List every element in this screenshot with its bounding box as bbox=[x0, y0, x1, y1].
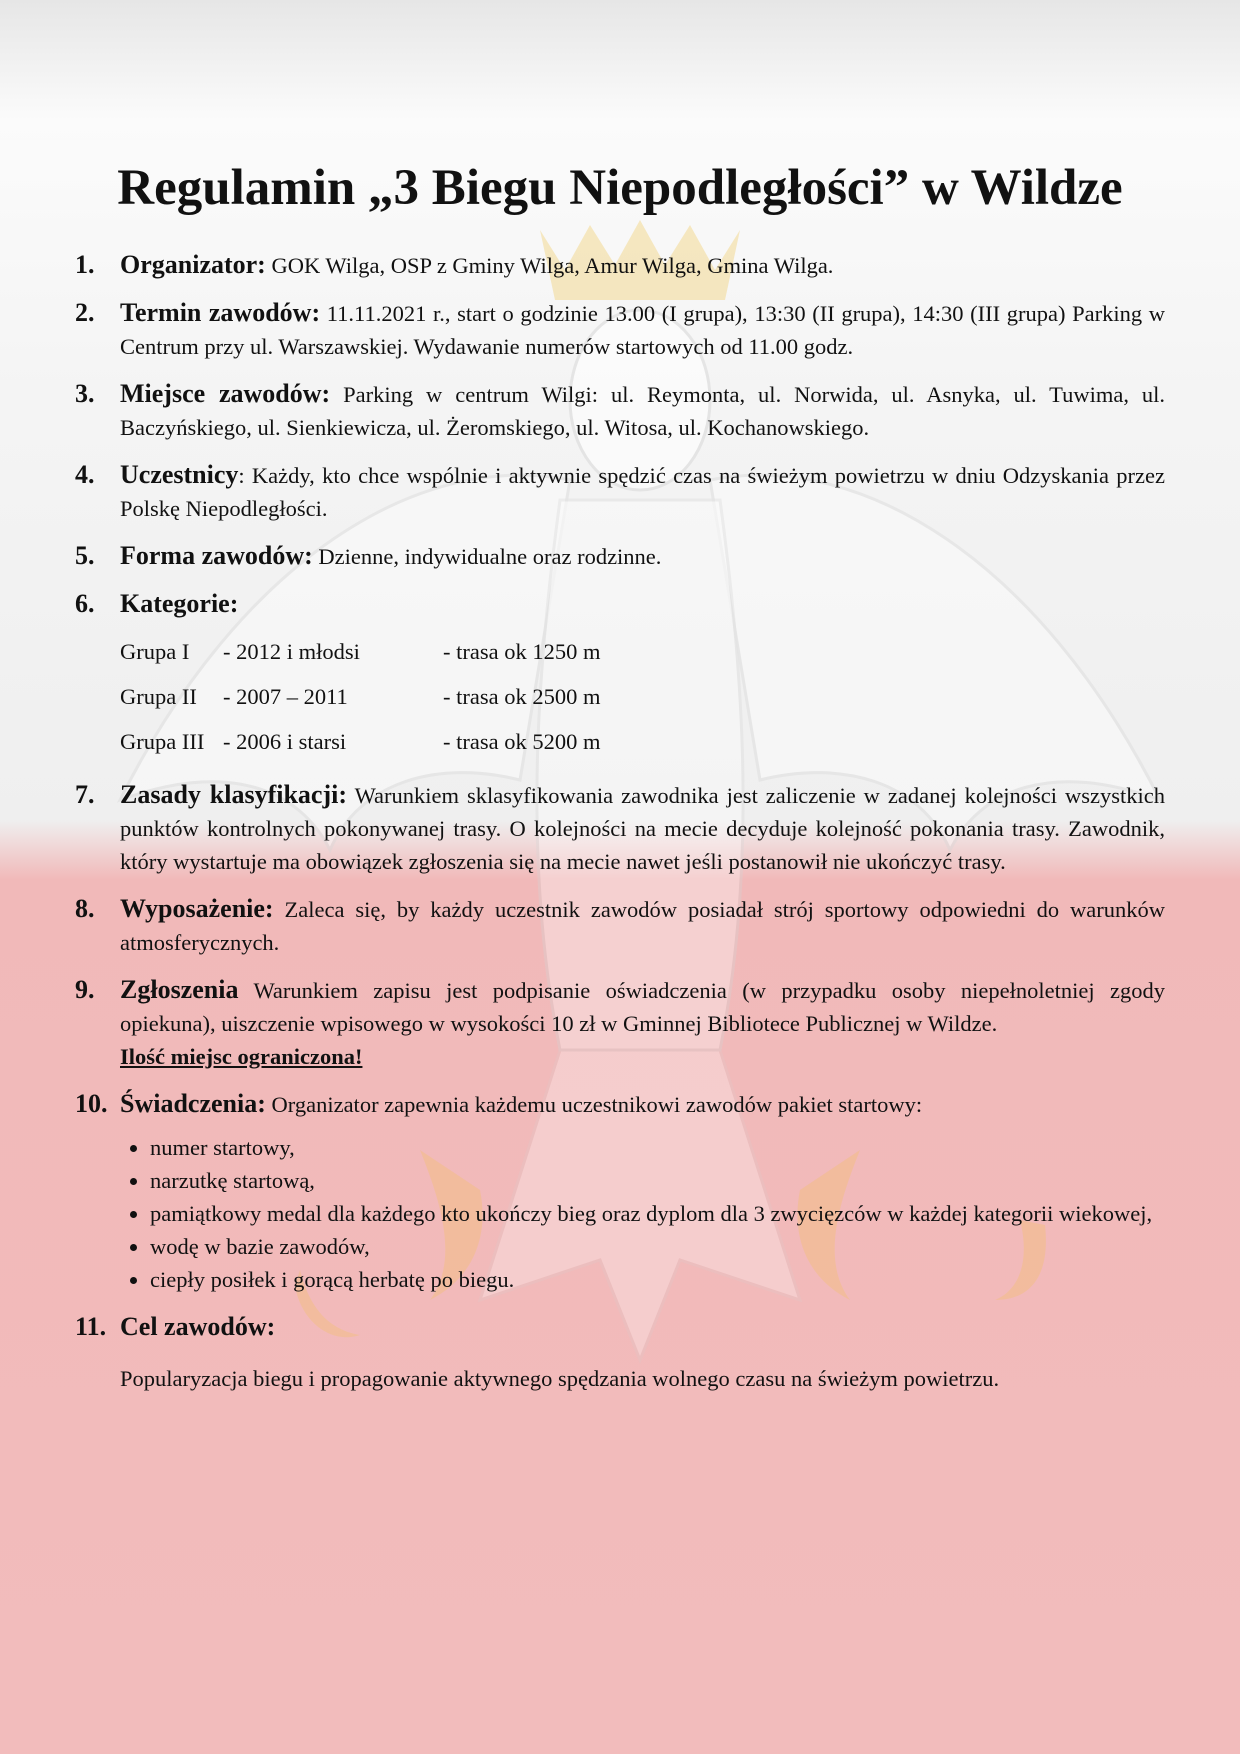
section-2 bbox=[75, 296, 1165, 363]
section-number: 1. bbox=[75, 250, 95, 279]
section-text: : Każdy, kto chce wspólnie i aktywnie spędzić czas na świeżym powietrzu w dniu Odzyskania przez Polskę Niepodległości. bbox=[120, 463, 1165, 521]
regulation-list bbox=[75, 248, 1165, 1409]
category-group: Grupa I bbox=[120, 639, 190, 664]
section-heading: Świadczenia: bbox=[120, 1089, 266, 1118]
category-years: - 2006 i starsi bbox=[223, 729, 347, 754]
section-number: 8. bbox=[75, 894, 95, 923]
section-heading: Organizator: bbox=[120, 250, 266, 279]
section-4 bbox=[75, 458, 1165, 525]
list-item: • pamiątkowy medal dla każdego kto ukończy bieg oraz dyplom dla 3 zwycięzców w każdej kategorii wiekowej, bbox=[150, 1197, 1165, 1230]
section-text: Zaleca się, by każdy uczestnik zawodów posiadał strój sportowy odpowiedni do warunków atmosferycznych. bbox=[120, 897, 1166, 955]
section-number: 11. bbox=[75, 1312, 107, 1341]
section-8 bbox=[75, 892, 1165, 959]
section-heading: Termin zawodów: bbox=[120, 298, 321, 327]
categories-table bbox=[120, 629, 1165, 764]
section-9 bbox=[75, 973, 1165, 1073]
section-text: GOK Wilga, OSP z Gminy Wilga, Amur Wilga, Gmina Wilga. bbox=[271, 253, 834, 278]
section-number: 4. bbox=[75, 460, 95, 489]
section-5 bbox=[75, 539, 1165, 573]
section-number: 7. bbox=[75, 780, 95, 809]
section-heading: Kategorie: bbox=[120, 589, 239, 618]
section-1 bbox=[75, 248, 1165, 282]
limited-places-warning: Ilość miejsc ograniczona! bbox=[120, 1044, 363, 1069]
category-group: Grupa II bbox=[120, 684, 197, 709]
list-item: • ciepły posiłek i gorącą herbatę po biegu. bbox=[150, 1263, 1165, 1296]
section-heading: Forma zawodów: bbox=[120, 541, 313, 570]
section-text: 11.11.2021 r., start o godzinie 13.00 (I grupa), 13:30 (II grupa), 14:30 (III grupa) Parking w Centrum przy ul. Warszawskiej. Wydawanie numerów startowych od 11.00 godz. bbox=[120, 301, 1166, 359]
category-years: - 2007 – 2011 bbox=[223, 684, 348, 709]
section-heading: Miejsce zawodów: bbox=[120, 379, 331, 408]
section-7 bbox=[75, 778, 1165, 878]
section-number: 3. bbox=[75, 379, 95, 408]
section-3 bbox=[75, 377, 1165, 444]
category-row bbox=[120, 719, 1165, 764]
category-route: - trasa ok 5200 m bbox=[443, 729, 601, 754]
page-title: Regulamin „3 Biegu Niepodległości” w Wildze bbox=[117, 160, 1123, 216]
category-row bbox=[120, 674, 1165, 719]
section-number: 5. bbox=[75, 541, 95, 570]
section-text: Dzienne, indywidualne oraz rodzinne. bbox=[318, 544, 662, 569]
section-heading: Uczestnicy bbox=[120, 460, 239, 489]
section-6 bbox=[75, 587, 1165, 764]
section-text: Warunkiem sklasyfikowania zawodnika jest zaliczenie w zadanej kolejności wszystkich punktów kontrolnych pokonywanej trasy. O kolejności na mecie decyduje kolejność pokonania trasy. Zawodnik, który wystartuje ma obowiązek zgłoszenia się na mecie nawet jeśli postanowił nie ukończyć trasy. bbox=[120, 783, 1166, 874]
list-item: • narzutkę startową, bbox=[150, 1164, 1165, 1197]
section-text: Organizator zapewnia każdemu uczestnikowi zawodów pakiet startowy: bbox=[271, 1092, 923, 1117]
section-number: 2. bbox=[75, 298, 95, 327]
list-item: • numer startowy, bbox=[150, 1131, 1165, 1164]
goal-text: Popularyzacja biegu i propagowanie aktywnego spędzania wolnego czasu na świeżym powietrzu. bbox=[120, 1366, 1000, 1391]
category-route: - trasa ok 2500 m bbox=[443, 684, 601, 709]
section-number: 6. bbox=[75, 589, 95, 618]
list-item: • wodę w bazie zawodów, bbox=[150, 1230, 1165, 1263]
category-row bbox=[120, 629, 1165, 674]
section-heading: Zgłoszenia bbox=[120, 975, 239, 1004]
category-group: Grupa III bbox=[120, 729, 205, 754]
section-text: Warunkiem zapisu jest podpisanie oświadczenia (w przypadku osoby niepełnoletniej zgody opiekuna), uiszczenie wpisowego w wysokości 10 zł w Gminnej Bibliotece Publicznej w Wildze. bbox=[120, 978, 1165, 1036]
benefits-list bbox=[120, 1131, 1165, 1296]
section-number: 10. bbox=[75, 1089, 108, 1118]
section-number: 9. bbox=[75, 975, 95, 1004]
section-11 bbox=[75, 1310, 1165, 1395]
section-heading: Zasady klasyfikacji: bbox=[120, 780, 347, 809]
section-text: Parking w centrum Wilgi: ul. Reymonta, ul. Norwida, ul. Asnyka, ul. Tuwima, ul. Baczyńskiego, ul. Sienkiewicza, ul. Żeromskiego, ul. Witosa, ul. Kochanowskiego. bbox=[120, 382, 1166, 440]
section-heading: Cel zawodów: bbox=[120, 1312, 276, 1341]
category-years: - 2012 i młodsi bbox=[223, 639, 360, 664]
section-heading: Wyposażenie: bbox=[120, 894, 274, 923]
section-10 bbox=[75, 1087, 1165, 1296]
category-route: - trasa ok 1250 m bbox=[443, 639, 601, 664]
